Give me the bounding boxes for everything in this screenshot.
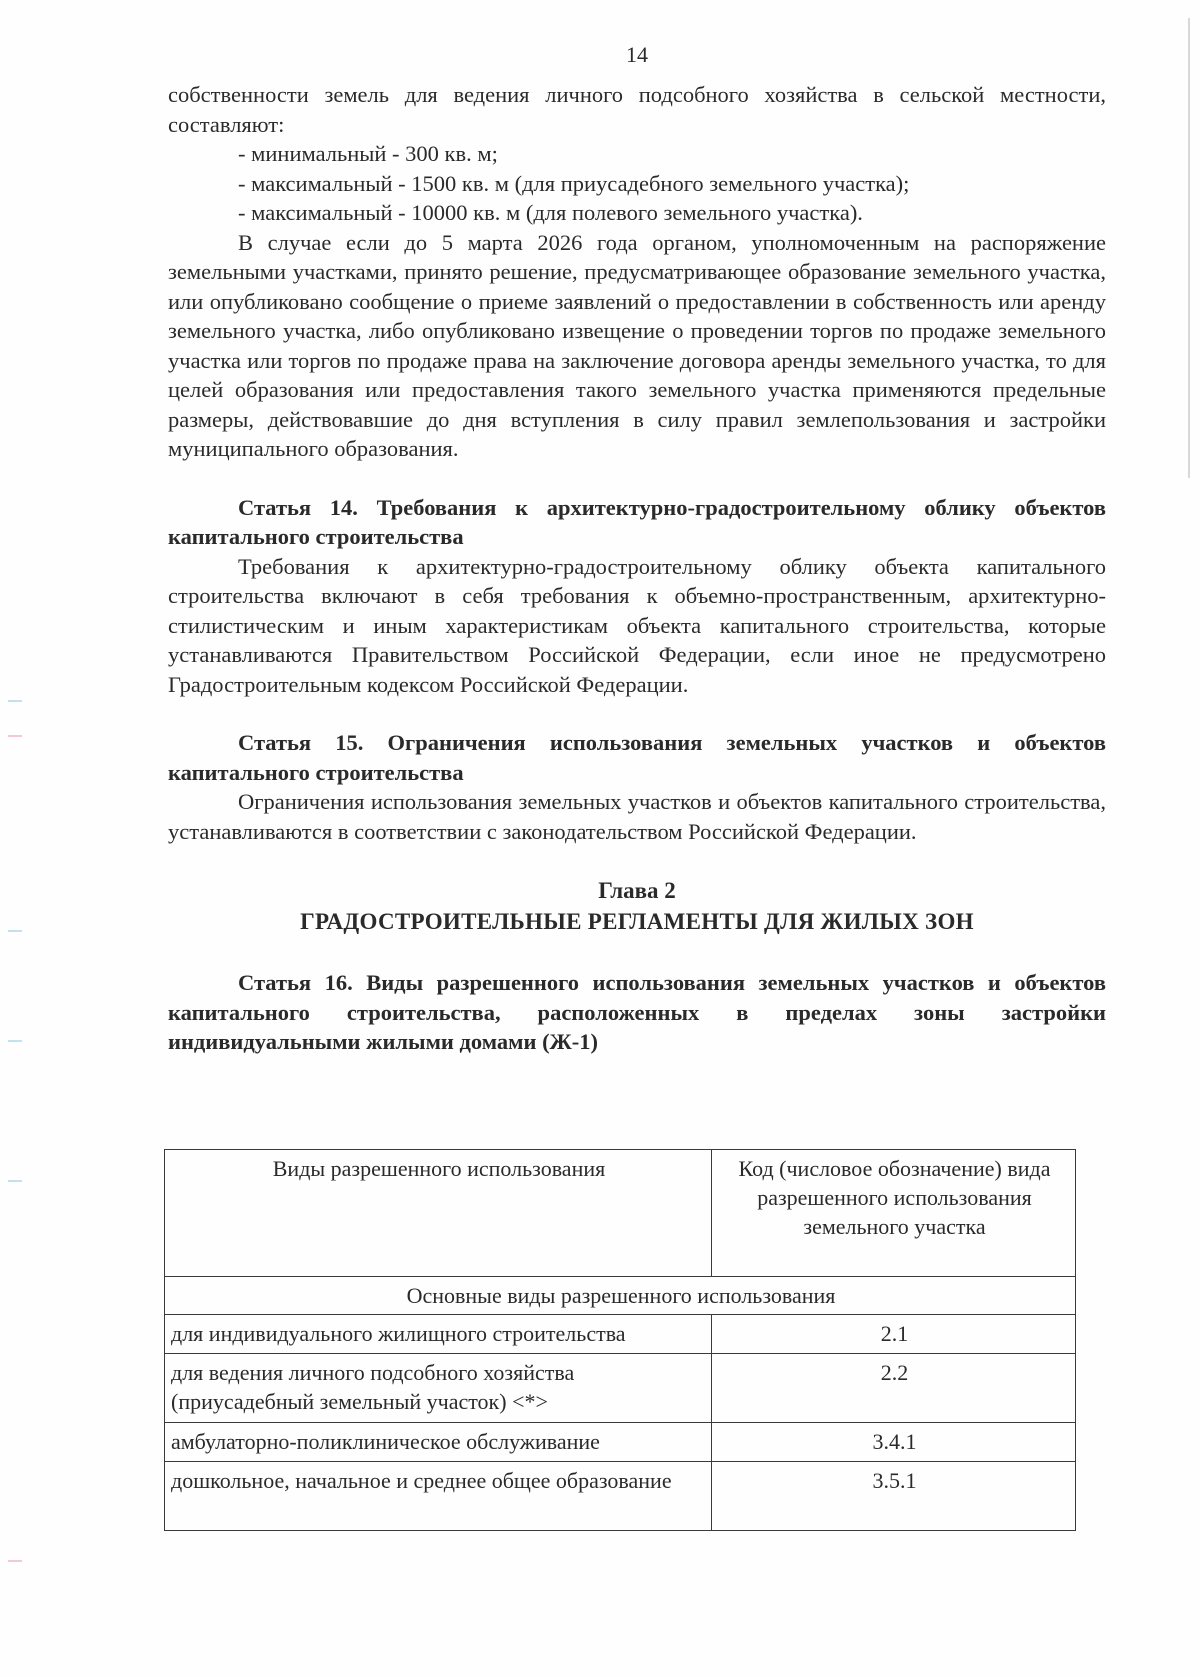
use-code-cell: 2.2: [712, 1354, 1076, 1423]
size-item-max-field: - максимальный - 10000 кв. м (для полевого земельного участка).: [238, 200, 863, 225]
table-header-row: [165, 1150, 1076, 1277]
document-body: [168, 38, 1106, 1057]
chapter-title: ГРАДОСТРОИТЕЛЬНЫЕ РЕГЛАМЕНТЫ ДЛЯ ЖИЛЫХ ЗОН: [300, 909, 974, 934]
article-14-heading: Статья 14. Требования к архитектурно-градостроительному облику объектов капитального строительства: [168, 494, 1106, 549]
table-row: [165, 1462, 1076, 1531]
intro-paragraph: В случае если до 5 марта 2026 года органом, уполномоченным на распоряжение земельными участками, принято решение, предусматривающее образование земельного участка, или опубликовано сообщение о приеме заявлений о предоставлении в собственность или аренду земельного участка, либо опубликовано извещение о проведении торгов по продаже земельного участка или торгов по продаже права на заключение договора аренды земельного участка, то для целей образования или предоставления такого земельного участка применяются предельные размеры, действовавшие до дня вступления в силу правил землепользования и застройки муниципального образования.: [168, 229, 1106, 461]
article-15-text: Ограничения использования земельных участков и объектов капитального строительства, устанавливаются в соответствии с законодательством Российской Федерации.: [168, 789, 1106, 844]
size-item-min: - минимальный - 300 кв. м;: [238, 141, 498, 166]
table-row: [165, 1423, 1076, 1462]
chapter-number: Глава 2: [598, 878, 676, 903]
article-16-heading: Статья 16. Виды разрешенного использования земельных участков и объектов капитального строительства, расположенных в пределах зоны застройки индивидуальными жилыми домами (Ж-1): [168, 970, 1106, 1054]
size-item-max-household: - максимальный - 1500 кв. м (для приусадебного земельного участка);: [238, 170, 910, 196]
article-15-heading: Статья 15. Ограничения использования земельных участков и объектов капитального строительства: [168, 730, 1106, 785]
table-section-row: [165, 1277, 1076, 1315]
page-number: 14: [626, 42, 648, 67]
use-name-cell: для индивидуального жилищного строительства: [165, 1315, 712, 1354]
use-name-cell: амбулаторно-поликлиническое обслуживание: [165, 1423, 712, 1462]
use-name-cell: дошкольное, начальное и среднее общее образование: [165, 1462, 712, 1531]
table-row: [165, 1315, 1076, 1354]
chapter-heading: [168, 876, 1106, 938]
scan-edge-line: [1188, 18, 1190, 478]
section-main-uses: Основные виды разрешенного использования: [165, 1277, 1076, 1315]
use-code-cell: 3.5.1: [712, 1462, 1076, 1531]
use-name-cell: для ведения личного подсобного хозяйства (приусадебный земельный участок) <*>: [165, 1354, 712, 1423]
use-code-cell: 2.1: [712, 1315, 1076, 1354]
use-code-cell: 3.4.1: [712, 1423, 1076, 1462]
intro-lead: собственности земель для ведения личного подсобного хозяйства в сельской местности, составляют:: [168, 82, 1106, 137]
article-14-text: Требования к архитектурно-градостроительному облику объекта капитального строительства включают в себя требования к объемно-пространственным, архитектурно-стилистическим и иным характеристикам объекта капитального строительства, которые устанавливаются Правительством Российской Федерации, если иное не предусмотрено Градостроительным кодексом Российской Федерации.: [168, 553, 1106, 697]
permitted-use-table: [164, 1149, 1076, 1531]
header-use-types: Виды разрешенного использования: [165, 1150, 712, 1277]
table-row: [165, 1354, 1076, 1423]
header-use-code: Код (числовое обозначение) вида разрешенного использования земельного участка: [712, 1150, 1076, 1277]
